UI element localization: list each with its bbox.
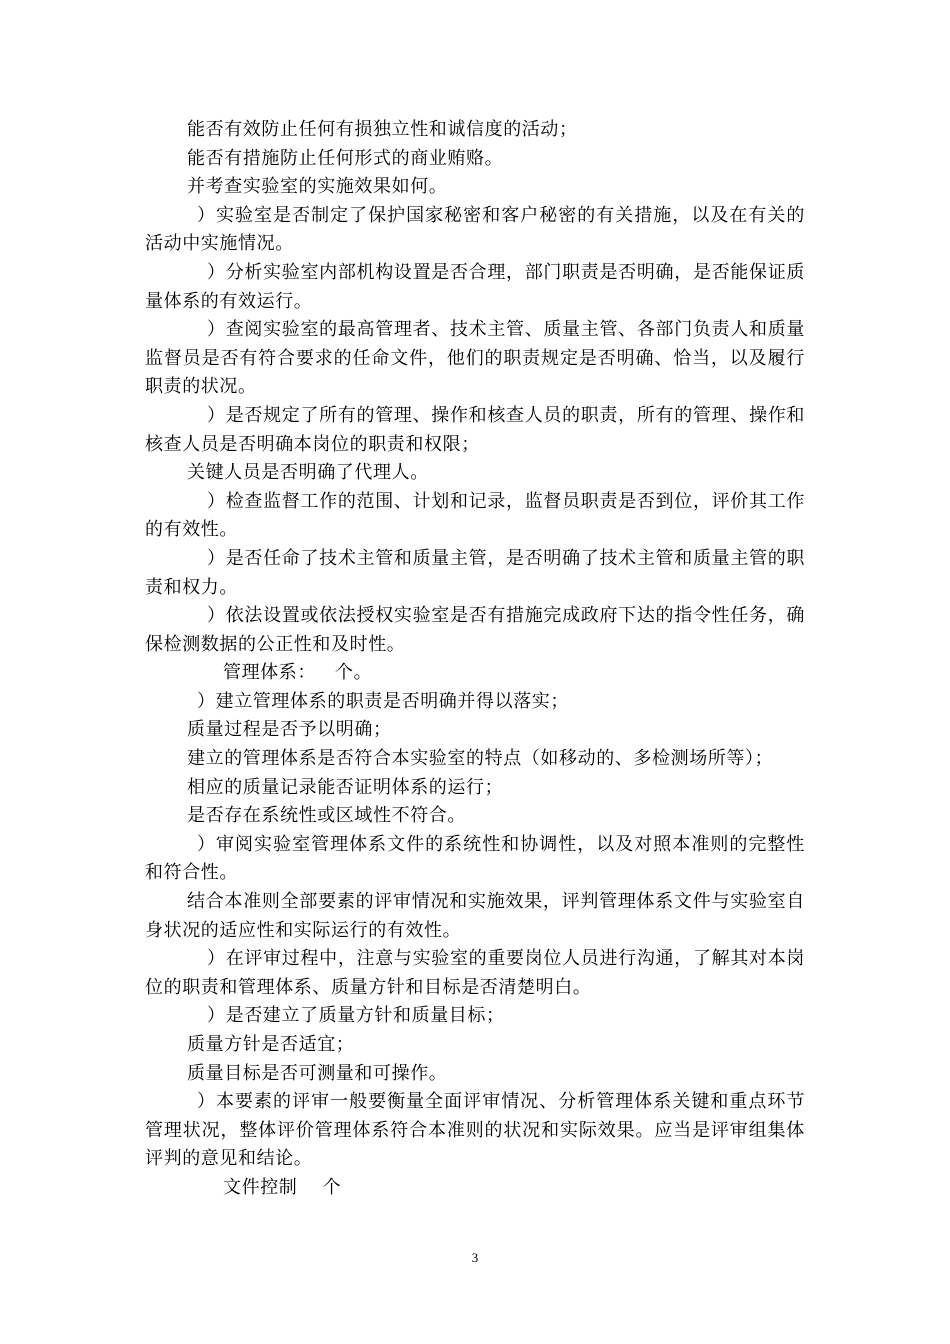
paragraph: ）是否建立了质量方针和质量目标； (207, 1005, 505, 1027)
paragraph: 质量方针是否适宜； (187, 1034, 355, 1055)
section-heading: 管理体系： 个。 (223, 662, 373, 684)
paragraph: 质量目标是否可测量和可操作。 (187, 1062, 448, 1084)
paragraph: ）检查监督工作的范围、计划和记录，监督员职责是否到位，评价其工作的有效性。 (145, 490, 805, 541)
paragraph: 是否存在系统性或区域性不符合。 (187, 805, 466, 827)
section-heading: 文件控制 个 (223, 1176, 342, 1198)
paragraph: 并考查实验室的实施效果如何。 (187, 176, 448, 198)
page-number: 3 (471, 1250, 479, 1265)
paragraph: ）是否任命了技术主管和质量主管，是否明确了技术主管和质量主管的职责和权力。 (145, 547, 805, 598)
document-body (145, 116, 805, 1203)
paragraph: 质量过程是否予以明确； (187, 719, 392, 741)
paragraph: ）在评审过程中，注意与实验室的重要岗位人员进行沟通，了解其对本岗位的职责和管理体系、质量方针和目标是否清楚明白。 (145, 948, 805, 998)
paragraph: ）依法设置或依法授权实验室是否有措施完成政府下达的指令性任务，确保检测数据的公正性和及时性。 (145, 605, 805, 655)
paragraph: 相应的质量记录能否证明体系的运行； (187, 776, 504, 798)
paragraph: 能否有效防止任何有损独立性和诚信度的活动； (187, 119, 578, 140)
paragraph: 关键人员是否明确了代理人。 (187, 462, 429, 484)
paragraph: ）查阅实验室的最高管理者、技术主管、质量主管、各部门负责人和质量监督员是否有符合要求的任命文件，他们的职责规定是否明确、恰当，以及履行职责的状况。 (145, 319, 805, 398)
paragraph: ）实验室是否制定了保护国家秘密和客户秘密的有关措施，以及在有关的活动中实施情况。 (145, 204, 805, 255)
paragraph: ）建立管理体系的职责是否明确并得以落实； (197, 690, 569, 712)
paragraph: ）分析实验室内部机构设置是否合理，部门职责是否明确，是否能保证质量体系的有效运行。 (145, 261, 805, 312)
paragraph: ）是否规定了所有的管理、操作和核查人员的职责，所有的管理、操作和核查人员是否明确本岗位的职责和权限； (145, 404, 805, 455)
paragraph: ）审阅实验室管理体系文件的系统性和协调性，以及对照本准则的完整性和符合性。 (145, 833, 805, 884)
paragraph: 建立的管理体系是否符合本实验室的特点（如移动的、多检测场所等）； (187, 748, 774, 770)
paragraph: 结合本准则全部要素的评审情况和实施效果，评判管理体系文件与实验室自身状况的适应性和实际运行的有效性。 (145, 891, 805, 941)
paragraph: 能否有措施防止任何形式的商业贿赂。 (187, 147, 504, 169)
paragraph: ）本要素的评审一般要衡量全面评审情况、分析管理体系关键和重点环节管理状况，整体评价管理体系符合本准则的状况和实际效果。应当是评审组集体评判的意见和结论。 (145, 1091, 805, 1170)
